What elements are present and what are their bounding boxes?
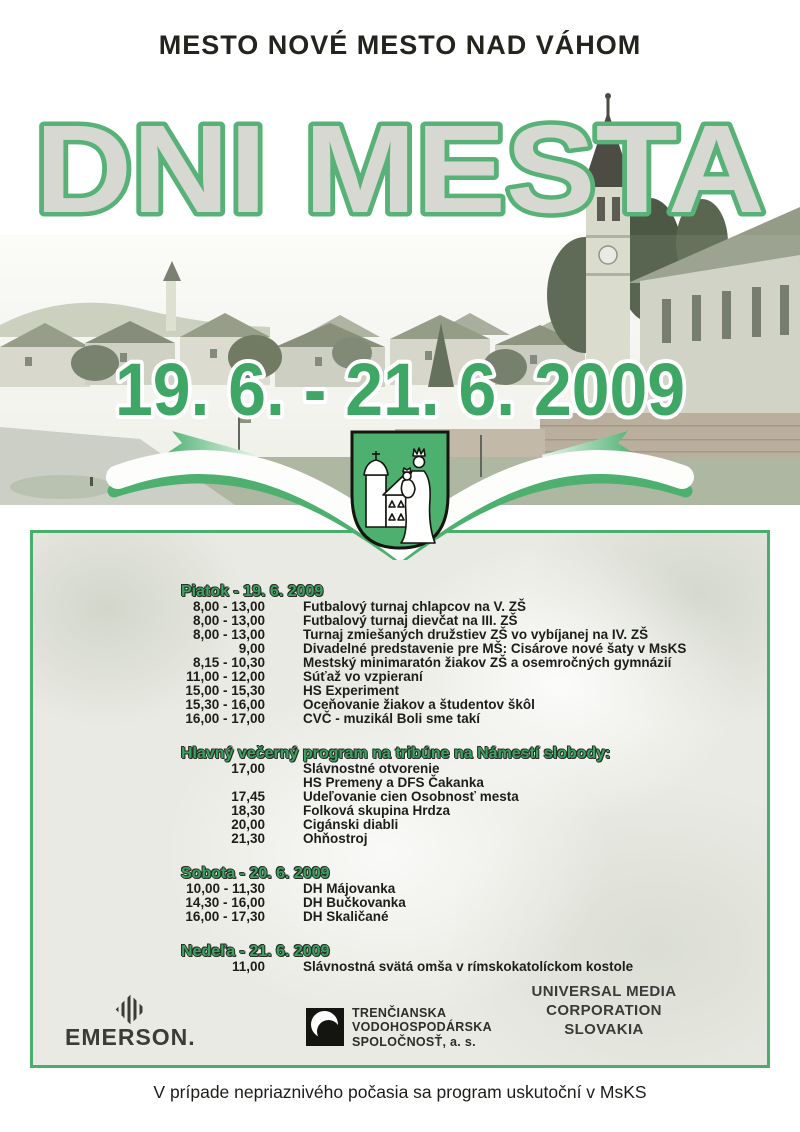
- tvs-line: TRENČIANSKA: [352, 1005, 447, 1020]
- event-time: 15,00 - 15,30: [185, 683, 265, 698]
- section-heading: Piatok - 19. 6. 2009: [181, 583, 324, 600]
- event-time: 8,15 - 10,30: [192, 655, 265, 670]
- event-time: 20,00: [231, 817, 265, 832]
- weather-note: V prípade nepriaznivého počasia sa program uskutoční v MsKS: [153, 1082, 647, 1102]
- event-time: 16,00 - 17,30: [185, 909, 265, 924]
- event-title: Divadelné predstavenie pre MŠ: Cisárove nové šaty v MsKS: [303, 641, 687, 656]
- hero-artwork: [0, 85, 800, 560]
- event-title: Súťaž vo vzpieraní: [303, 669, 423, 684]
- poster-title: DNI MESTA: [35, 100, 765, 239]
- event-row: [181, 762, 767, 776]
- event-row: [181, 712, 767, 726]
- program-section: [33, 746, 767, 846]
- event-title: Slávnostné otvorenie: [303, 761, 440, 776]
- event-title: HS Premeny a DFS Čakanka: [303, 775, 484, 790]
- event-title: DH Májovanka: [303, 881, 396, 896]
- umc-line: SLOVAKIA: [564, 1021, 644, 1038]
- program-section: [33, 944, 767, 974]
- event-row: [181, 818, 767, 832]
- event-title: Slávnostná svätá omša v rímskokatolíckom kostole: [303, 959, 634, 974]
- event-title: HS Experiment: [303, 683, 400, 698]
- event-row: [181, 628, 767, 642]
- section-heading: Sobota - 20. 6. 2009: [181, 865, 330, 882]
- event-row: [181, 642, 767, 656]
- event-row: [181, 896, 767, 910]
- sponsor-umc: [489, 982, 719, 1039]
- sponsors-row: [33, 985, 767, 1065]
- event-row: [181, 698, 767, 712]
- sponsor-emerson: [65, 999, 195, 1051]
- event-row: [181, 832, 767, 846]
- event-title: Turnaj zmiešaných družstiev ZŠ vo vybíjanej na IV. ZŠ: [303, 627, 649, 642]
- program-section: [33, 584, 767, 726]
- event-row: [181, 600, 767, 614]
- event-row: [181, 684, 767, 698]
- section-heading: Hlavný večerný program na tribúne na Námestí slobody:: [181, 745, 611, 762]
- striped-diamond-icon: [115, 995, 145, 1025]
- date-range: 19. 6. - 21. 6. 2009: [115, 348, 685, 431]
- event-time: 21,30: [231, 831, 265, 846]
- event-time: 14,30 - 16,00: [185, 895, 265, 910]
- event-time: 11,00 - 12,00: [186, 669, 265, 684]
- section-heading: Nedeľa - 21. 6. 2009: [181, 943, 330, 960]
- event-title: Ohňostroj: [303, 831, 368, 846]
- event-row: [181, 670, 767, 684]
- tvs-wordmark: [352, 1006, 492, 1050]
- event-row: [181, 882, 767, 896]
- umc-line: UNIVERSAL MEDIA CORPORATION: [531, 983, 677, 1019]
- event-row: [181, 804, 767, 818]
- event-time: 11,00: [231, 959, 265, 974]
- event-title: Cigánski diabli: [303, 817, 399, 832]
- tvs-line: VODOHOSPODÁRSKA: [352, 1020, 492, 1034]
- event-title: Oceňovanie žiakov a študentov škôl: [303, 697, 535, 712]
- event-row: [181, 776, 767, 790]
- event-row: [181, 790, 767, 804]
- event-time: 8,00 - 13,00: [192, 613, 265, 628]
- sponsor-tvs: [306, 1006, 492, 1050]
- event-time: 16,00 - 17,00: [185, 711, 265, 726]
- event-row: [181, 614, 767, 628]
- event-title: DH Bučkovanka: [303, 895, 406, 910]
- event-time: 15,30 - 16,00: [185, 697, 265, 712]
- event-title: Futbalový turnaj chlapcov na V. ZŠ: [303, 599, 527, 614]
- event-time: 8,00 - 13,00: [192, 599, 265, 614]
- emerson-wordmark: EMERSON.: [65, 1024, 196, 1050]
- event-time: 17,00: [231, 761, 265, 776]
- municipality-title: MESTO NOVÉ MESTO NAD VÁHOM: [158, 30, 642, 60]
- coat-of-arms: [352, 432, 448, 548]
- black-square-crescent-icon: [306, 1008, 344, 1046]
- event-time: 17,45: [231, 789, 265, 804]
- event-title: DH Skaličané: [303, 909, 389, 924]
- event-title: CVČ - muzikál Boli sme takí: [303, 711, 481, 726]
- event-time: 9,00: [238, 641, 265, 656]
- program-section: [33, 866, 767, 924]
- event-title: Folková skupina Hrdza: [303, 803, 451, 818]
- event-title: Udeľovanie cien Osobnosť mesta: [303, 789, 519, 804]
- event-time: 18,30: [231, 803, 265, 818]
- event-time: 10,00 - 11,30: [186, 881, 265, 896]
- event-row: [181, 910, 767, 924]
- program-sections: [33, 533, 767, 974]
- program-box: [30, 530, 770, 1068]
- event-title: Mestský minimaratón žiakov ZŠ a osemročných gymnázií: [303, 655, 672, 670]
- event-time: 8,00 - 13,00: [192, 627, 265, 642]
- tvs-line: SPOLOČNOSŤ, a. s.: [352, 1034, 476, 1049]
- event-row: [181, 656, 767, 670]
- event-row: [181, 960, 767, 974]
- event-title: Futbalový turnaj dievčat na III. ZŠ: [303, 613, 518, 628]
